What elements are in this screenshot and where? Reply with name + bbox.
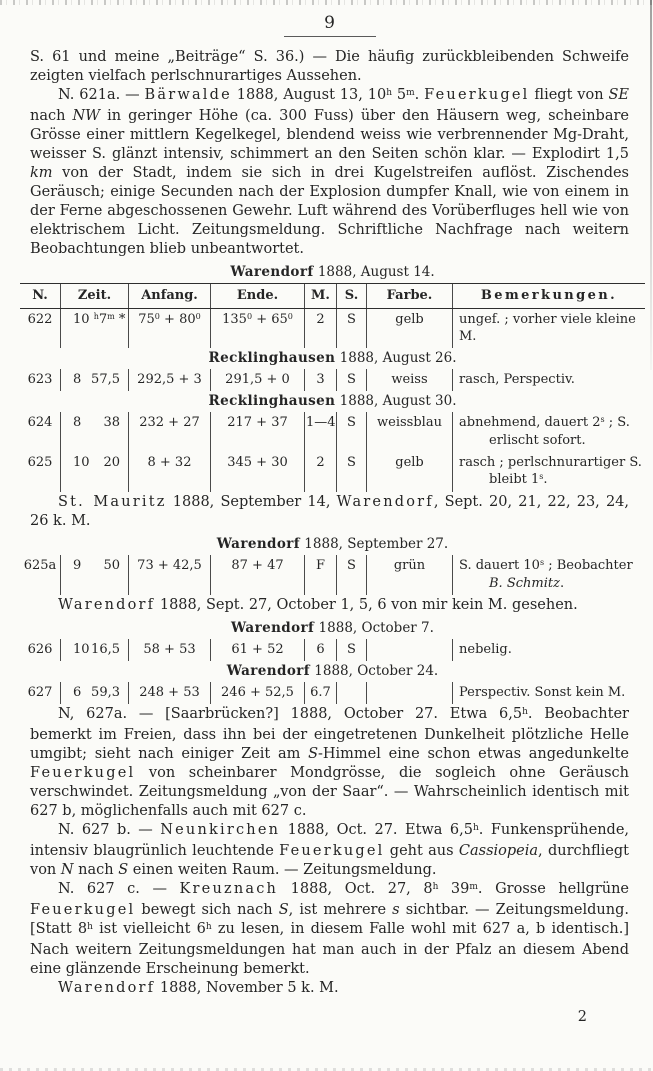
col-header-m: M. (304, 284, 336, 308)
table-heading-recklinghausen-aug30: Recklinghausen 1888, August 30. (208, 393, 457, 409)
signature-mark: 2 (577, 1009, 587, 1025)
cell-anfang: 73 + 42,5 (128, 555, 210, 595)
cell-m: 6.7 (304, 682, 336, 704)
zeit-minute: 57,5 (91, 372, 120, 387)
table-row-627 (20, 682, 645, 704)
paragraph-warendorf-nov5: Warendorf 1888, November 5 k. M. (58, 980, 339, 996)
cell-zeit (60, 309, 128, 348)
cell-anfang: 232 + 27 (128, 412, 210, 452)
table-heading-recklinghausen-aug26: Recklinghausen 1888, August 26. (208, 350, 457, 366)
col-header-ende: Ende. (210, 284, 304, 308)
cell-farbe: grün (366, 555, 452, 595)
cell-anfang: $75^0 + 80^0$ (128, 309, 210, 348)
col-header-bemerkungen: Bemerkungen. (452, 284, 645, 308)
cell-bemerkungen: ungef. ; vorher viele kleine M. (452, 309, 645, 348)
table-header-row (20, 283, 645, 309)
cell-bemerkungen: nebelig. (452, 639, 645, 661)
cell-farbe: weiss (366, 369, 452, 391)
table-row-622 (20, 309, 645, 348)
paragraph-st-mauritz: St. Mauritz 1888, September 14, Warendorf, Sept. 20, 21, 22, 23, 24, 26 k. M. (30, 494, 630, 529)
table-row-623 (20, 369, 645, 391)
cell-anfang: 292,5 + 3 (128, 369, 210, 391)
observation-table-2 (20, 534, 645, 595)
cell-m: 6 (304, 639, 336, 661)
cell-m: 2 (304, 309, 336, 348)
table-heading-warendorf-sep27: Warendorf 1888, September 27. (216, 536, 449, 552)
cell-ende: 61 + 52 (210, 639, 304, 661)
zeit-minute: 7$^m$ * (98, 312, 126, 327)
cell-ende: 246 + 52,5 (210, 682, 304, 704)
cell-zeit (60, 555, 128, 595)
zeit-minute: 20 (103, 455, 120, 470)
cell-bemerkungen: rasch ; perlschnurartiger S. bleibt 1$^s$. (452, 452, 645, 492)
observation-table-1 (20, 262, 645, 492)
table-row-625a (20, 555, 645, 595)
cell-bemerkungen: abnehmend, dauert 2$^s$ ; S. erlischt sofort. (452, 412, 645, 452)
paragraph-627c: N. 627 c. — Kreuznach 1888, Oct. 27, 8$^h$ 39$^m$. Grosse hellgrüne Feuerkugel bewegt sich nach S, ist mehrere s sichtbar. — Zeitungsmeldung. [Statt 8$^h$ ist vielleicht 6$^h$ zu lesen, in diesem Falle wohl mit 627 a, b identisch.] Nach weitern Zeitungsmeldungen hat man auch in der Pfalz an diesem Abend eine glänzende Erscheinung bemerkt. (30, 881, 630, 977)
table-heading-warendorf-aug14: Warendorf 1888, August 14. (230, 264, 435, 280)
cell-farbe: gelb (366, 452, 452, 492)
cell-bemerkungen: Perspectiv. Sonst kein M. (452, 682, 645, 704)
zeit-minute: 16,5 (91, 642, 120, 657)
page-number: 9 (324, 13, 335, 33)
zeit-minute: 59,3 (91, 685, 120, 700)
paragraph-621a: N. 621a. — Bärwalde 1888, August 13, 10$^h$ 5$^m$. Feuerkugel fliegt von SE nach NW in geringer Höhe (ca. 300 Fuss) über den Häusern weg, scheinbare Grösse einer mittlern Kegelkegel, blendend weiss wie verbrennender Mg-Draht, weisser S. glänzt intensiv, schimmert an den Seiten schön klar. — Explodirt 1,5 km von der Stadt, indem sie sich in drei Kugelstreifen auflöst. Zischendes Geräusch; einige Secunden nach der Explosion dumpfer Knall, wie von einem in der Ferne abgeschossenen Gewehr. Luft während des Vorüberfluges hell wie von elektrischem Licht. Zeitungsmeldung. Schriftliche Nachfrage nach weitern Beobachtungen blieb unbeantwortet. (30, 87, 629, 257)
zeit-minute: 38 (103, 415, 120, 430)
page-number-rule (284, 36, 376, 37)
zeit-minute: 50 (103, 558, 120, 573)
table-row-626 (20, 639, 645, 661)
zeit-hour: 10 (73, 642, 90, 657)
paragraph-intro: S. 61 und meine „Beiträge“ S. 36.) — Die häufig zurückbleibenden Schweife zeigten vielfach perlschnurartiges Aussehen. (30, 49, 629, 84)
paragraph-627b: N. 627 b. — Neunkirchen 1888, Oct. 27. Etwa 6,5$^h$. Funkensprühende, intensiv blaugrünlich leuchtende Feuerkugel geht aus Cassiopeia, durchfliegt von N nach S einen weiten Raum. — Zeitungsmeldung. (30, 822, 630, 878)
paragraph-627a: N, 627a. — [Saarbrücken?] 1888, October 27. Etwa 6,5$^h$. Beobachter bemerkt im Freien, dass ihn bei der eingetretenen Dunkelheit plötzliche Helle umgibt; sieht nach einiger Zeit am S-Himmel eine schon etwas angedunkelte Feuerkugel von scheinbarer Mondgrösse, die sogleich ohne Geräusch verschwindet. Zeitungsmeldung „von der Saar“. — Wahrscheinlich identisch mit 627 b, möglichenfalls auch mit 627 c. (30, 706, 629, 819)
table-row-625 (20, 452, 645, 492)
cell-ende: 217 + 37 (210, 412, 304, 452)
cell-n: 627 (27, 685, 53, 700)
zeit-hour: 6 (73, 685, 82, 700)
cell-s: S (336, 555, 366, 595)
observation-table-3 (20, 618, 645, 704)
col-header-farbe: Farbe. (366, 284, 452, 308)
cell-anfang: 8 + 32 (128, 452, 210, 492)
cell-farbe: gelb (366, 309, 452, 348)
cell-farbe (366, 682, 452, 704)
cell-bemerkungen: S. dauert 10$^s$ ; Beobachter B. Schmitz. (452, 555, 645, 595)
col-header-zeit: Zeit. (60, 284, 128, 308)
paragraph-sept27: Warendorf 1888, Sept. 27, October 1, 5, 6 von mir kein M. gesehen. (58, 597, 578, 613)
cell-n: 625a (23, 558, 57, 573)
cell-zeit (60, 682, 128, 704)
cell-m: 2 (304, 452, 336, 492)
cell-bemerkungen: rasch, Perspectiv. (452, 369, 645, 391)
cell-s: S (336, 412, 366, 452)
col-header-anfang: Anfang. (128, 284, 210, 308)
zeit-hour: 9 (73, 558, 82, 573)
cell-ende: 291,5 + 0 (210, 369, 304, 391)
cell-anfang: 248 + 53 (128, 682, 210, 704)
cell-s: S (336, 309, 366, 348)
cell-ende: $135^0 + 65^0$ (210, 309, 304, 348)
cell-m: 3 (304, 369, 336, 391)
cell-n: 622 (27, 312, 53, 327)
table-heading-warendorf-oct7: Warendorf 1888, October 7. (231, 620, 434, 636)
cell-s: S (336, 452, 366, 492)
cell-ende: 87 + 47 (210, 555, 304, 595)
cell-s: S (336, 639, 366, 661)
cell-n: 626 (27, 642, 53, 657)
cell-m: 1—4 (304, 412, 336, 452)
cell-n: 625 (27, 455, 53, 470)
cell-anfang: 58 + 53 (128, 639, 210, 661)
cell-farbe: weissblau (366, 412, 452, 452)
cell-zeit (60, 452, 128, 492)
cell-zeit (60, 369, 128, 391)
col-header-s: S. (336, 284, 366, 308)
cell-n: 623 (27, 372, 53, 387)
cell-zeit (60, 639, 128, 661)
cell-m: F (304, 555, 336, 595)
cell-n: 624 (27, 415, 53, 430)
cell-ende: 345 + 30 (210, 452, 304, 492)
cell-zeit (60, 412, 128, 452)
zeit-hour: 8 (73, 415, 82, 430)
table-heading-warendorf-oct24: Warendorf 1888, October 24. (226, 663, 439, 679)
col-header-n: N. (32, 288, 48, 303)
cell-s (336, 682, 366, 704)
zeit-hour: 8 (73, 372, 82, 387)
cell-farbe (366, 639, 452, 661)
table-row-624 (20, 412, 645, 452)
cell-s: S (336, 369, 366, 391)
zeit-hour: 10 (73, 455, 90, 470)
zeit-hour: 10 $^h$ (73, 312, 99, 327)
page-header (30, 0, 629, 37)
